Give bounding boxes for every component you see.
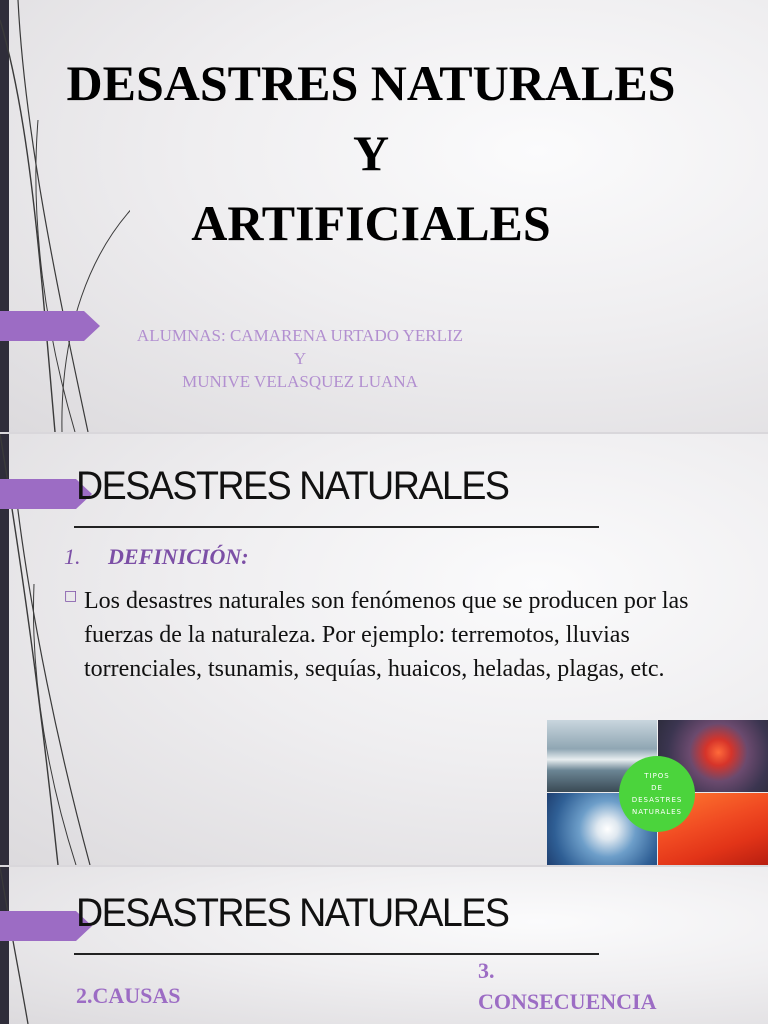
- consequence-number: 3.: [478, 958, 495, 983]
- causes-label: 2.CAUSAS: [76, 983, 181, 1008]
- slide-edge-bar: [0, 867, 9, 1024]
- badge-line-2: DE: [651, 784, 663, 792]
- main-title-line-1: DESASTRES NATURALES: [66, 55, 676, 111]
- definition-label-text: DEFINICIÓN:: [108, 544, 249, 569]
- definition-text: Los desastres naturales son fenómenos que se producen por las fuerzas de la naturaleza. Por ejemplo: terremotos, lluvias torrenciales, tsunamis, sequías, huaicos, heladas, plagas, etc.: [84, 588, 689, 682]
- badge-line-3: DESASTRES: [631, 796, 683, 804]
- bullet-icon: □: [64, 588, 78, 604]
- main-title-line-2: Y: [352, 125, 390, 181]
- definition-number: 1.: [64, 544, 81, 569]
- authors: [60, 324, 540, 393]
- definition-slide: [0, 434, 768, 865]
- authors-line-1: ALUMNAS: CAMARENA URTADO YERLIZ: [136, 326, 464, 345]
- badge-line-1: TIPOS: [644, 772, 670, 780]
- disaster-types-badge: [619, 756, 695, 832]
- consequence-text: CONSECUENCIA: [478, 989, 657, 1014]
- causes-slide: [0, 867, 768, 1024]
- section-heading: DESASTRES NATURALES: [76, 891, 509, 935]
- section-heading: DESASTRES NATURALES: [76, 464, 509, 508]
- badge-line-4: NATURALES: [631, 808, 682, 816]
- title-slide: [0, 0, 768, 432]
- definition-label: [64, 544, 249, 570]
- authors-line-2: Y: [293, 349, 307, 368]
- consequence-label: [478, 955, 656, 1017]
- disaster-types-image: [547, 720, 768, 865]
- authors-line-3: MUNIVE VELASQUEZ LUANA: [182, 372, 418, 391]
- heading-underline: [74, 526, 599, 528]
- main-title-line-3: ARTIFICIALES: [191, 195, 551, 251]
- main-title: [0, 48, 742, 258]
